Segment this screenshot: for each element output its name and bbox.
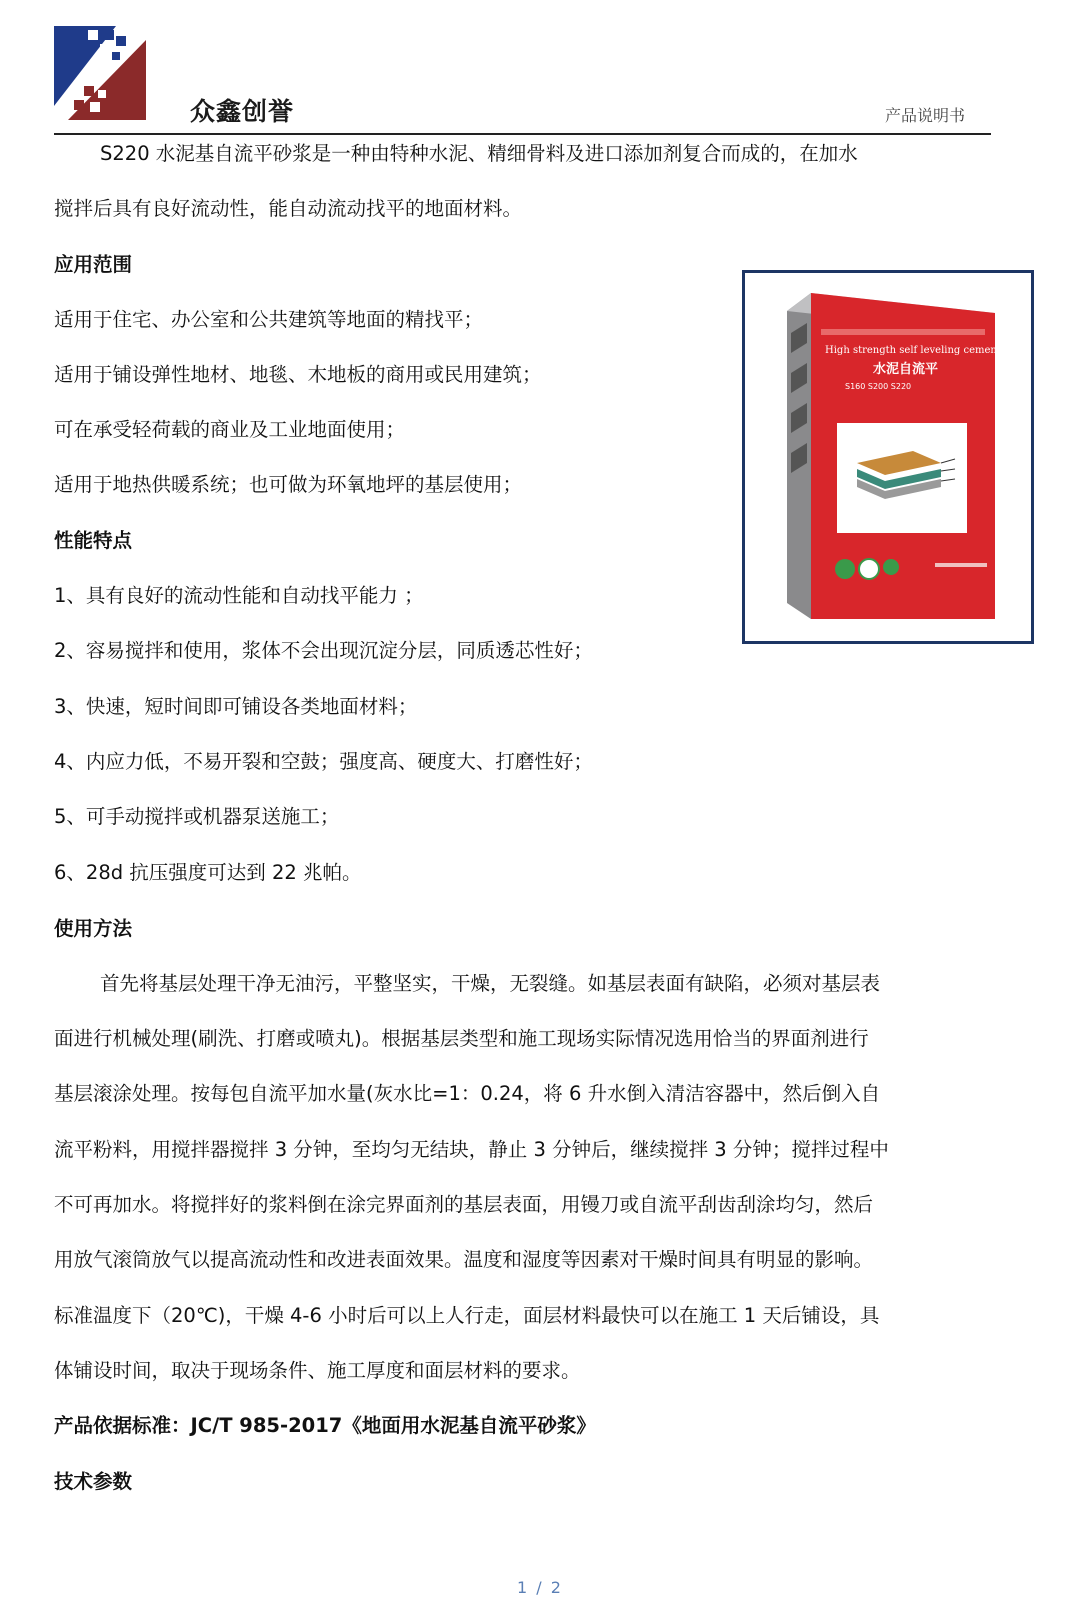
usage-line: 不可再加水。将搅拌好的浆料倒在涂完界面剂的基层表面，用镘刀或自流平刮齿刮涂均匀，然后	[54, 1193, 874, 1216]
feature-item: 1、具有良好的流动性能和自动找平能力 ；	[54, 584, 424, 607]
section-heading-features: 性能特点	[54, 529, 133, 552]
usage-line: 标准温度下（20℃)，干燥 4-6 小时后可以上人行走，面层材料最快可以在施工 1 天后铺设，具	[54, 1304, 880, 1327]
usage-line: 面进行机械处理(刷洗、打磨或喷丸)。根据基层类型和施工现场实际情况选用恰当的界面剂进行	[54, 1027, 869, 1050]
section-heading-application: 应用范围	[54, 253, 133, 276]
page-number: 1 / 2	[517, 1578, 563, 1597]
feature-item: 3、快速，短时间即可铺设各类地面材料；	[54, 695, 418, 718]
application-item: 适用于地热供暖系统；也可做为环氧地坪的基层使用；	[54, 473, 523, 496]
feature-item: 5、可手动搅拌或机器泵送施工；	[54, 805, 340, 828]
bag-title-cn: 水泥自流平	[873, 362, 939, 377]
header-divider	[54, 133, 991, 135]
application-item: 适用于铺设弹性地材、地毯、木地板的商用或民用建筑；	[54, 363, 542, 386]
company-logo	[54, 26, 146, 120]
application-item: 适用于住宅、办公室和公共建筑等地面的精找平；	[54, 308, 484, 331]
product-image-frame	[742, 270, 1034, 644]
product-bag-image	[745, 273, 1031, 641]
usage-line: 流平粉料，用搅拌器搅拌 3 分钟，至均匀无结块，静止 3 分钟后，继续搅拌 3 分钟；搅拌过程中	[54, 1138, 889, 1161]
bag-grades: S160 S200 S220	[845, 382, 912, 391]
application-item: 可在承受轻荷载的商业及工业地面使用；	[54, 418, 406, 441]
usage-line: 首先将基层处理干净无油污，平整坚实，干燥，无裂缝。如基层表面有缺陷，必须对基层表	[100, 972, 881, 995]
product-standard: 产品依据标准：JC/T 985-2017《地面用水泥基自流平砂浆》	[54, 1414, 596, 1437]
feature-item: 6、28d 抗压强度可达到 22 兆帕。	[54, 861, 362, 884]
usage-line: 基层滚涂处理。按每包自流平加水量(灰水比=1：0.24，将 6 升水倒入清洁容器中，然后倒入自	[54, 1082, 881, 1105]
brand-name: 众鑫创誉	[190, 97, 295, 126]
section-heading-tech-params: 技术参数	[54, 1470, 133, 1493]
section-heading-usage: 使用方法	[54, 917, 133, 940]
document-type: 产品说明书	[884, 106, 965, 125]
intro-line-1: S220 水泥基自流平砂浆是一种由特种水泥、精细骨料及进口添加剂复合而成的，在加水	[100, 142, 858, 165]
feature-item: 4、内应力低，不易开裂和空鼓；强度高、硬度大、打磨性好；	[54, 750, 593, 773]
feature-item: 2、容易搅拌和使用，浆体不会出现沉淀分层，同质透芯性好；	[54, 639, 593, 662]
bag-title-en: High strength self leveling cement	[825, 345, 1001, 356]
usage-line: 体铺设时间，取决于现场条件、施工厚度和面层材料的要求。	[54, 1359, 581, 1382]
usage-line: 用放气滚筒放气以提高流动性和改进表面效果。温度和湿度等因素对干燥时间具有明显的影响。	[54, 1248, 874, 1271]
intro-line-2: 搅拌后具有良好流动性，能自动流动找平的地面材料。	[54, 197, 523, 220]
